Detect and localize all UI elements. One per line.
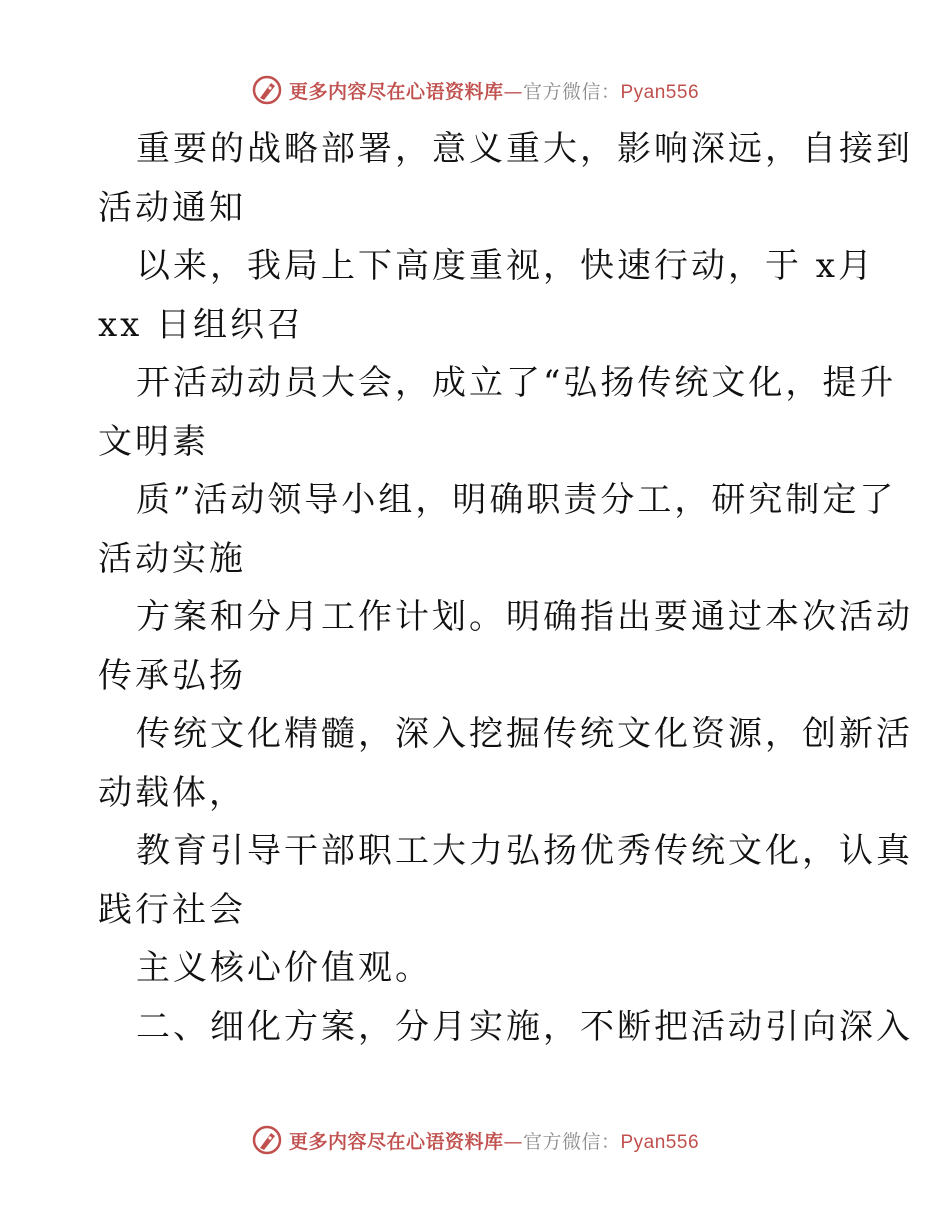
paragraph-line: 活动实施 xyxy=(98,538,246,579)
paragraph-line: 传承弘扬 xyxy=(98,655,246,696)
watermark-wechat-label: 官方微信： xyxy=(522,80,621,103)
paragraph-line: 文明素 xyxy=(98,421,209,462)
watermark-brand: 更多内容尽在心语资料库 xyxy=(288,80,504,103)
watermark-account: Pyan556 xyxy=(620,1131,700,1153)
paragraph-line: 传统文化精髓，深入挖掘传统文化资源，创新活 xyxy=(136,714,913,754)
paragraph-line: 开活动动员大会，成立了“弘扬传统文化，提升 xyxy=(136,363,897,403)
pen-nib-circle-icon xyxy=(251,1124,283,1156)
watermark-wechat-label: 官方微信： xyxy=(522,1130,621,1153)
paragraph-line: 以来，我局上下高度重视，快速行动，于 x月 xyxy=(136,246,875,286)
paragraph-line: 教育引导干部职工大力弘扬优秀传统文化，认真 xyxy=(136,831,913,871)
pen-nib-circle-icon xyxy=(251,74,283,106)
document-body xyxy=(98,120,913,1056)
paragraph-line: 动载体， xyxy=(98,772,246,813)
watermark-text xyxy=(289,77,699,104)
paragraph-line: 主义核心价值观。 xyxy=(136,948,432,988)
paragraph-line: 质”活动领导小组，明确职责分工，研究制定了 xyxy=(136,480,897,520)
watermark-brand: 更多内容尽在心语资料库 xyxy=(288,1130,504,1153)
paragraph-line: 重要的战略部署，意义重大，影响深远，自接到 xyxy=(136,129,913,169)
header-watermark xyxy=(0,70,950,110)
paragraph-line: 活动通知 xyxy=(98,187,246,228)
watermark-account: Pyan556 xyxy=(620,81,700,103)
section-heading: 二、细化方案，分月实施，不断把活动引向深入 xyxy=(136,1006,913,1047)
paragraph-line: 方案和分月工作计划。明确指出要通过本次活动 xyxy=(136,597,913,637)
watermark-dash: — xyxy=(503,80,523,103)
paragraph-line: xx 日组织召 xyxy=(98,304,305,345)
footer-watermark xyxy=(0,1120,950,1160)
paragraph-line: 践行社会 xyxy=(98,889,246,930)
watermark-dash: — xyxy=(503,1130,523,1153)
watermark-text xyxy=(289,1127,699,1154)
